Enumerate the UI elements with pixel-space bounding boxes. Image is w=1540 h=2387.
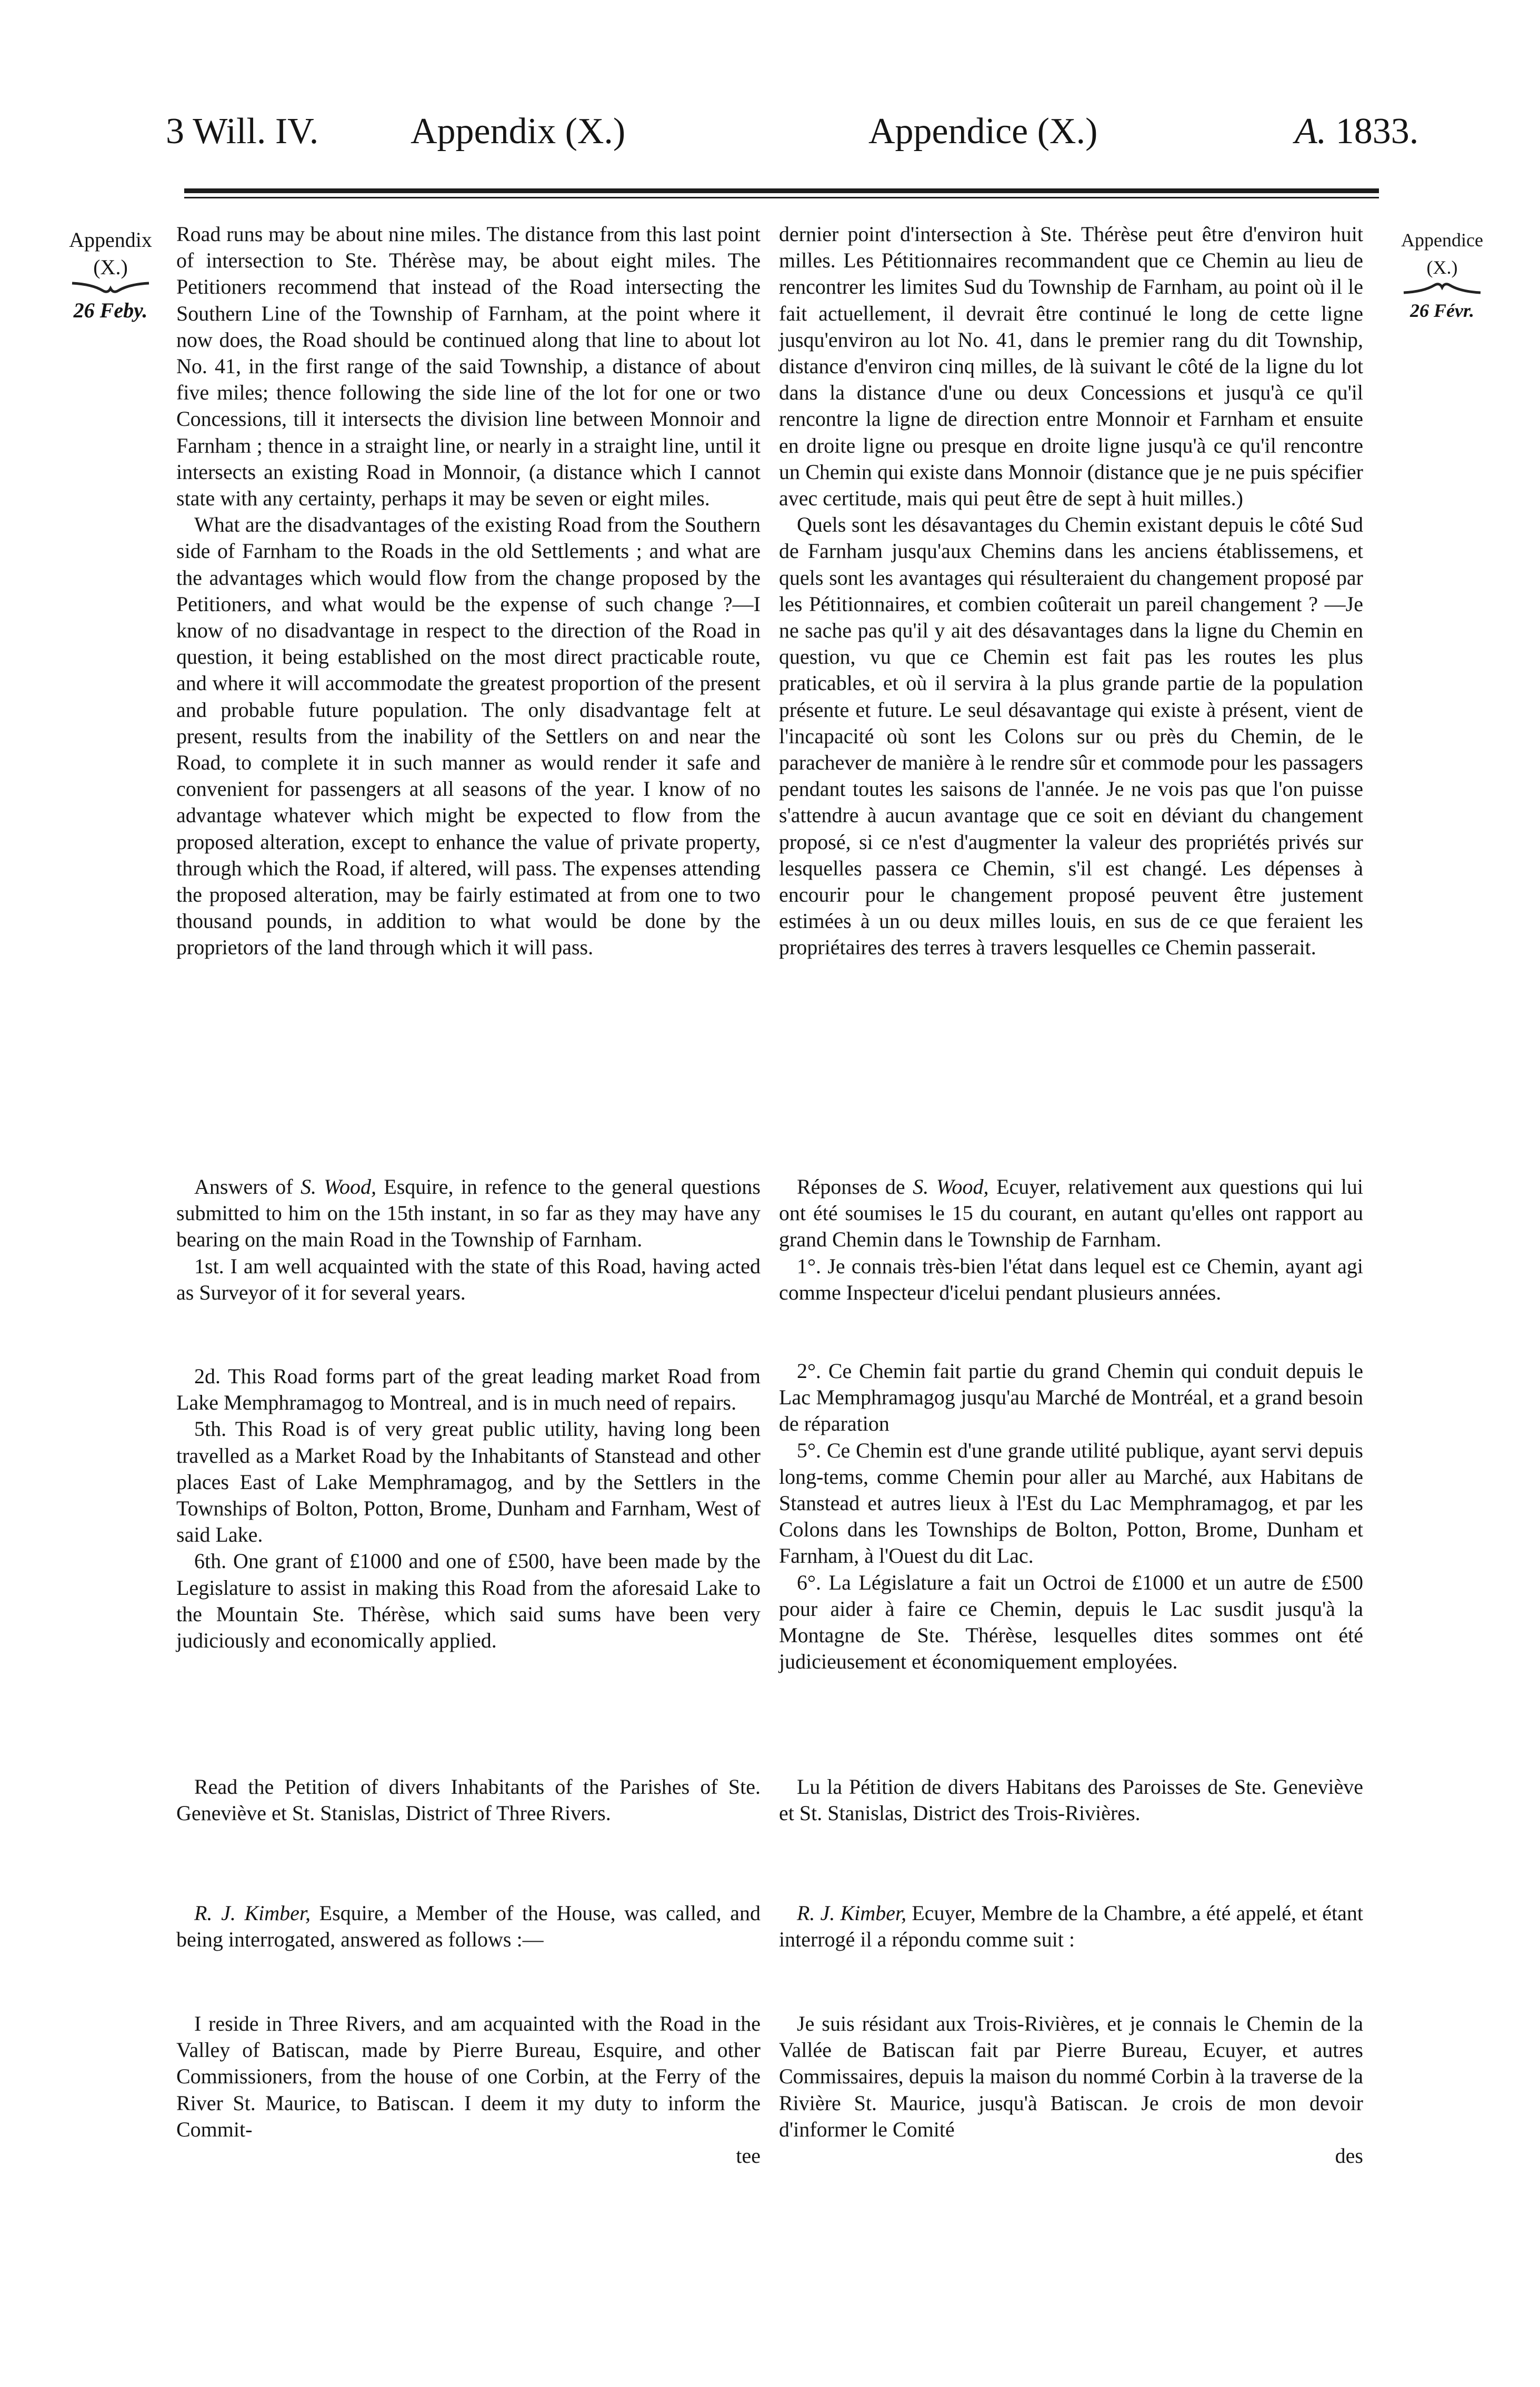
en-petition-read: Read the Petition of divers Inhabitants of the Parishes of Ste. Geneviève et St. Stanislas, District of Three Rivers. — [176, 1775, 761, 1825]
fr-answer-2: 2°. Ce Chemin fait partie du grand Chemin qui conduit depuis le Lac Memphramagog jusqu'au Marché de Montréal, et a grand besoin de réparation — [779, 1359, 1363, 1436]
en-answer-1: 1st. I am well acquainted with the state of this Road, having acted as Surveyor of it for several years. — [176, 1254, 761, 1304]
french-testimony-block — [779, 2011, 1363, 2169]
fr-answer-5: 5°. Ce Chemin est d'une grande utilité publique, ayant servi depuis long-tems, comme Chemin pour aller au Marché, aux Habitans de Stanstead et autres lieux à l'Est du Lac Memphramagog, et par les Colons dans les Townships de Bolton, Potton, Brome, Dunham et Farnham, à l'Ouest du dit Lac. — [779, 1438, 1363, 1568]
year-label: A. 1833. — [1295, 111, 1419, 152]
margin-note-left — [47, 226, 174, 324]
en-answer-5: 5th. This Road is of very great public utility, having long been travelled as a Market Road by the Inhabitants of Stanstead and other places East of Lake Memphramagog, and by the Settlers in the Townships of Bolton, Potton, Brome, Dunham and Farnham, West of said Lake. — [176, 1417, 761, 1547]
french-witness-block — [779, 1900, 1363, 1953]
header-rule — [184, 188, 1379, 193]
en-catchword: tee — [736, 2144, 761, 2168]
fr-answer-6: 6°. La Législature a fait un Octroi de £1000 et un autre de £500 pour aider à faire ce Chemin, depuis le Lac susdit jusqu'à la Montagne de Ste. Thérèse, lesquelles dites sommes ont été judicieusement et économiquement employées. — [779, 1570, 1363, 1674]
margin-date: 26 Févr. — [1410, 300, 1474, 321]
en-answer-2: 2d. This Road forms part of the great leading market Road from Lake Memphramagog to Montreal, and is in much need of repairs. — [176, 1364, 761, 1415]
margin-appendix-code: (X.) — [1426, 257, 1458, 278]
fr-testimony: Je suis résidant aux Trois-Rivières, et je connais le Chemin de la Vallée de Batiscan fait par Pierre Bureau, Ecuyer, et autres Commissaires, depuis la maison du nommé Corbin à la traverse de la Rivière St. Maurice, jusqu'à Batiscan. Je crois de mon devoir d'informer le Comité — [779, 2012, 1363, 2141]
brace-ornament — [47, 281, 174, 297]
appendix-title-fr: Appendice (X.) — [868, 111, 1098, 152]
margin-appendix-label: Appendice — [1401, 229, 1483, 251]
french-petition-block — [779, 1774, 1363, 1826]
margin-appendix-code: (X.) — [93, 255, 128, 279]
french-answers-block — [779, 1174, 1363, 1306]
en-answers-intro: Answers of S. Wood, Esquire, in refence to the general questions submitted to him on the 15th instant, in so far as they may have any bearing on the main Road in the Township of Farnham. — [176, 1175, 761, 1252]
english-answers-block — [176, 1174, 761, 1306]
en-paragraph-disadvantages: What are the disadvantages of the existing Road from the Southern side of Farnham to the Roads in the old Settlements ; and what are the advantages which would flow from the change proposed by the Petitioners, and what would be the expense of such change ?—I know of no disadvantage in respect to the direction of the Road in question, it being established on the most direct practicable route, and where it will accommodate the greatest proportion of the present and probable future population. The only disadvantage felt at present, results from the inability of the Settlers on and near the Road, to complete it in such manner as would render it safe and convenient for passengers at all seasons of the year. I know of no advantage whatever which might be expected to flow from the proposed alteration, except to enhance the value of private property, through which the Road, if altered, will pass. The expenses attending the proposed alteration, may be fairly estimated at from one to two thousand pounds, in addition to what would be done by the proprietors of the land through which it will pass. — [176, 513, 761, 960]
brace-ornament — [1379, 281, 1505, 297]
fr-paragraph-disadvantages: Quels sont les désavantages du Chemin existant depuis le côté Sud de Farnham jusqu'aux Chemins dans les anciens établissemens, et quels sont les avantages qui résulteraient du changement proposé par les Pétitionnaires, et combien coûterait un pareil changement ? —Je ne sache pas qu'il y ait des désavantages dans la ligne du Chemin en question, vu que ce Chemin est fait pas les routes les plus praticables, et où il servira à la plus grande partie de la population présente et future. Le seul désavantage qui existe à présent, vient de l'incapacité où sont les Colons sur ou près du Chemin, de le parachever de manière à le rendre sûr et commode pour les passagers pendant toutes les saisons de l'année. Je ne vois pas que l'on puisse s'attendre à aucun avantage que ce soit en déviant du changement proposé, si ce n'est d'augmenter la valeur des propriétés privés sur lesquelles passera ce Chemin, s'il est changé. Les dépenses à encourir pour le changement proposé peuvent être justement estimées à un ou deux milles louis, en sus de ce que feraient les propriétaires des terres à travers lesquelles ce Chemin passerait. — [779, 513, 1363, 960]
english-petition-block — [176, 1774, 761, 1826]
session-label: 3 Will. IV. — [166, 111, 319, 152]
fr-petition-read: Lu la Pétition de divers Habitans des Paroisses de Ste. Geneviève et St. Stanislas, District des Trois-Rivières. — [779, 1775, 1363, 1825]
appendix-title-en: Appendix (X.) — [411, 111, 626, 152]
fr-answer-1: 1°. Je connais très-bien l'état dans lequel est ce Chemin, ayant agi comme Inspecteur d'icelui pendant plusieurs années. — [779, 1254, 1363, 1304]
english-testimony-block — [176, 2011, 761, 2169]
header-rule-thin — [184, 197, 1379, 198]
english-column — [176, 221, 761, 961]
margin-date: 26 Feby. — [73, 298, 148, 322]
en-testimony: I reside in Three Rivers, and am acquainted with the Road in the Valley of Batiscan, made by Pierre Bureau, Esquire, and other Commissioners, from the house of one Corbin, at the Ferry of the River St. Maurice, to Batiscan. I deem it my duty to inform the Commit- — [176, 2012, 761, 2141]
en-answer-6: 6th. One grant of £1000 and one of £500, have been made by the Legislature to assist in making this Road from the aforesaid Lake to the Mountain Ste. Thérèse, which said sums have been very judiciously and economically applied. — [176, 1549, 761, 1653]
french-column — [779, 221, 1363, 961]
fr-paragraph-road-distance: dernier point d'intersection à Ste. Thérèse peut être d'environ huit milles. Les Pétitionnaires recommandent que ce Chemin au lieu de rencontrer les limites Sud du Township de Farnham, au point où il le fait actuellement, il devrait être continué le long de cette ligne jusqu'environ au lot No. 41, dans le premier rang du dit Township, distance d'environ cinq milles, de là suivant le côté de la ligne du lot dans la distance d'une ou deux Concessions et jusqu'à ce qu'il rencontre la ligne de direction entre Monnoir et Farnham et ensuite en droite ligne ou presque en droite ligne jusqu'à ce qu'il rencontre un Chemin qui existe dans Monnoir (distance que je ne puis spécifier avec certitude, mais qui peut être de sept à huit milles.) — [779, 222, 1363, 511]
english-answers-block-2 — [176, 1363, 761, 1654]
margin-appendix-label: Appendix — [69, 228, 152, 252]
margin-note-right — [1379, 226, 1505, 324]
fr-answers-intro: Réponses de S. Wood, Ecuyer, relativement aux questions qui lui ont été soumises le 15 du courant, en autant qu'elles ont rapport au grand Chemin dans le Township de Farnham. — [779, 1175, 1363, 1252]
english-witness-block — [176, 1900, 761, 1953]
french-answers-block-2 — [779, 1358, 1363, 1675]
fr-catchword: des — [1335, 2144, 1363, 2168]
en-paragraph-road-distance: Road runs may be about nine miles. The distance from this last point of intersection to Ste. Thérèse may, be about eight miles. The Petitioners recommend that instead of the Road intersecting the Southern Line of the Township of Farnham, at the point where it now does, the Road should be continued along that line to about lot No. 41, in the first range of the said Township, a distance of about five miles; thence following the side line of the lot for one or two Concessions, till it intersects the division line between Monnoir and Farnham ; thence in a straight line, or nearly in a straight line, until it intersects an existing Road in Monnoir, (a distance which I cannot state with any certainty, perhaps it may be seven or eight miles. — [176, 222, 761, 511]
en-witness-called: R. J. Kimber, Esquire, a Member of the House, was called, and being interrogated, answered as follows :— — [176, 1901, 761, 1952]
fr-witness-called: R. J. Kimber, Ecuyer, Membre de la Chambre, a été appelé, et étant interrogé il a répondu comme suit : — [779, 1901, 1363, 1952]
running-head — [0, 105, 1540, 168]
